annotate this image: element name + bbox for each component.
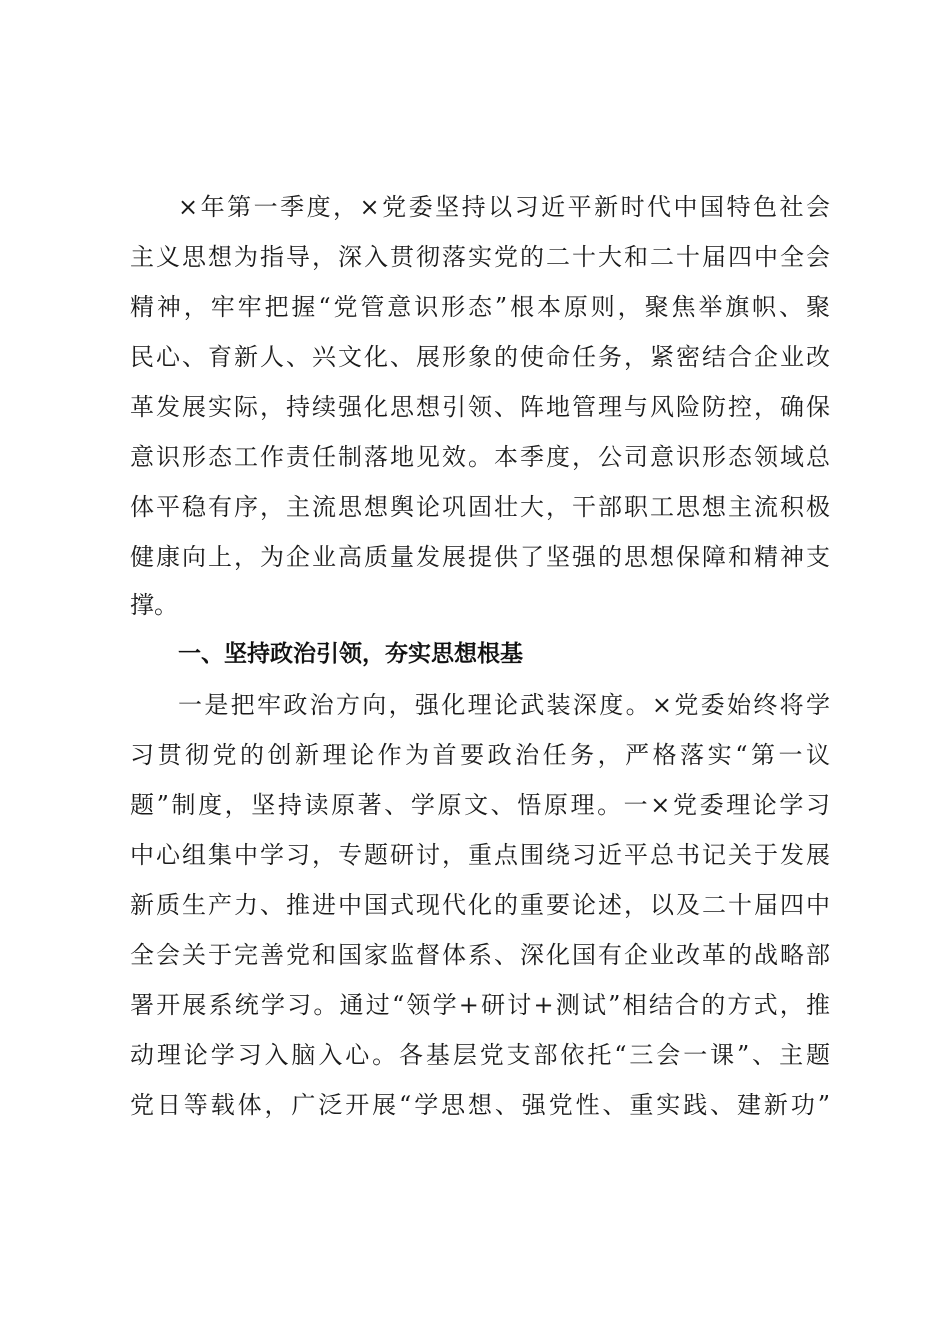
paragraph-1-line-2: 主义思想为指导，深入贯彻落实党的二十大和二十届四中全会 xyxy=(130,243,830,271)
paragraph-1-line-9: 撑。 xyxy=(130,591,178,619)
paragraph-1-line-1: ×年第一季度，×党委坚持以习近平新时代中国特色社会 xyxy=(178,193,830,221)
paragraph-1-line-3: 精神，牢牢把握“党管意识形态”根本原则，聚焦举旗帜、聚 xyxy=(130,293,830,321)
paragraph-2-line-9: 党日等载体，广泛开展“学思想、强党性、重实践、建新功” xyxy=(130,1091,830,1119)
paragraph-1-line-6: 意识形态工作责任制落地见效。本季度，公司意识形态领域总 xyxy=(130,443,830,471)
paragraph-2-line-5: 新质生产力、推进中国式现代化的重要论述，以及二十届四中 xyxy=(130,891,830,919)
paragraph-1-line-5: 革发展实际，持续强化思想引领、阵地管理与风险防控，确保 xyxy=(130,393,830,421)
paragraph-2-line-2: 习贯彻党的创新理论作为首要政治任务，严格落实“第一议 xyxy=(130,741,830,769)
paragraph-1-line-7: 体平稳有序，主流思想舆论巩固壮大，干部职工思想主流积极 xyxy=(130,493,830,521)
paragraph-1-line-4: 民心、育新人、兴文化、展形象的使命任务，紧密结合企业改 xyxy=(130,343,830,371)
paragraph-2-line-1: 一是把牢政治方向，强化理论武装深度。×党委始终将学 xyxy=(178,691,830,719)
paragraph-2-line-3: 题”制度，坚持读原著、学原文、悟原理。一×党委理论学习 xyxy=(130,791,830,819)
paragraph-2-line-7: 署开展系统学习。通过“领学+研讨+测试”相结合的方式，推 xyxy=(130,991,830,1019)
paragraph-1-line-8: 健康向上，为企业高质量发展提供了坚强的思想保障和精神支 xyxy=(130,543,830,571)
paragraph-2-line-8: 动理论学习入脑入心。各基层党支部依托“三会一课”、主题 xyxy=(130,1041,830,1069)
paragraph-2-line-4: 中心组集中学习，专题研讨，重点围绕习近平总书记关于发展 xyxy=(130,841,830,869)
section-heading: 一、坚持政治引领，夯实思想根基 xyxy=(178,641,523,667)
paragraph-2-line-6: 全会关于完善党和国家监督体系、深化国有企业改革的战略部 xyxy=(130,941,830,969)
